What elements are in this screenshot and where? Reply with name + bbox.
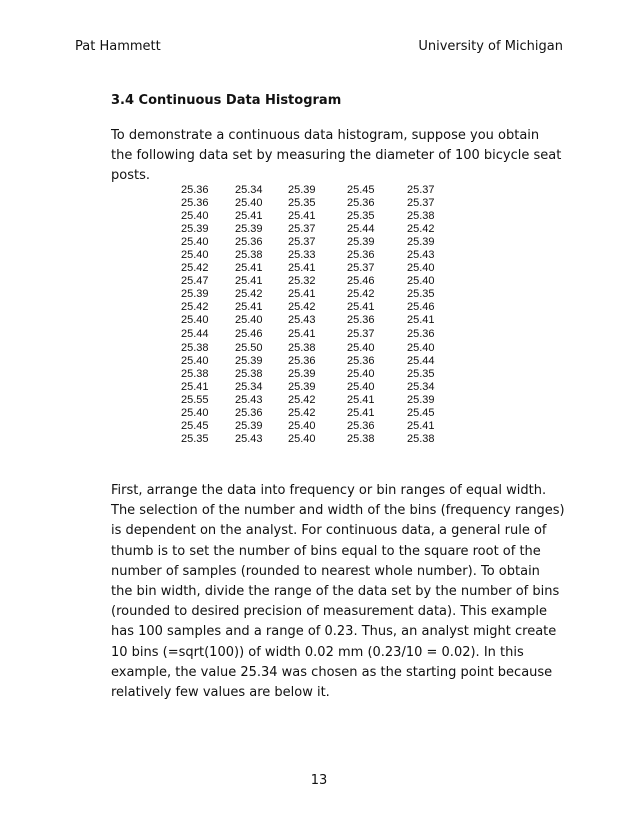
table-cell: 25.41 xyxy=(235,301,263,313)
table-cell: 25.39 xyxy=(407,394,435,406)
table-cell: 25.41 xyxy=(288,288,316,300)
table-cell: 25.40 xyxy=(181,249,209,261)
table-row xyxy=(181,381,447,394)
table-cell: 25.40 xyxy=(407,275,435,287)
table-row xyxy=(181,249,447,262)
table-cell: 25.45 xyxy=(407,407,435,419)
table-cell: 25.43 xyxy=(407,249,435,261)
table-cell: 25.37 xyxy=(347,328,375,340)
table-cell: 25.36 xyxy=(288,355,316,367)
table-row xyxy=(181,314,447,327)
table-cell: 25.38 xyxy=(235,249,263,261)
data-table-body xyxy=(181,184,447,446)
table-cell: 25.37 xyxy=(288,236,316,248)
table-cell: 25.39 xyxy=(288,368,316,380)
table-cell: 25.41 xyxy=(288,262,316,274)
table-cell: 25.42 xyxy=(288,394,316,406)
table-cell: 25.38 xyxy=(347,433,375,445)
table-cell: 25.39 xyxy=(235,223,263,235)
body-paragraph: First, arrange the data into frequency or bin ranges of equal width. The selection of the number and width of the bins (frequency ranges) is dependent on the analyst. For continuous data, a general rule of thumb is to set the number of bins equal to the square root of the number of samples (rounded to nearest whole number). To obtain the bin width, divide the range of the data set by the number of bins (rounded to desired precision of measurement data). This example has 100 samples and a range of 0.23. Thus, an analyst might create 10 bins (=sqrt(100)) of width 0.02 mm (0.23/10 = 0.02). In this example, the value 25.34 was chosen as the starting point because relatively few values are below it. xyxy=(111,483,565,701)
table-cell: 25.34 xyxy=(235,184,263,196)
table-cell: 25.41 xyxy=(407,420,435,432)
table-row xyxy=(181,223,447,236)
table-cell: 25.37 xyxy=(288,223,316,235)
table-row xyxy=(181,236,447,249)
table-cell: 25.40 xyxy=(347,381,375,393)
table-row xyxy=(181,433,447,446)
table-row xyxy=(181,355,447,368)
table-cell: 25.47 xyxy=(181,275,209,287)
table-cell: 25.41 xyxy=(288,328,316,340)
table-row xyxy=(181,210,447,223)
table-cell: 25.36 xyxy=(407,328,435,340)
table-cell: 25.41 xyxy=(181,381,209,393)
table-cell: 25.39 xyxy=(407,236,435,248)
table-cell: 25.41 xyxy=(235,210,263,222)
table-cell: 25.42 xyxy=(235,288,263,300)
table-row xyxy=(181,301,447,314)
table-cell: 25.38 xyxy=(407,433,435,445)
table-cell: 25.35 xyxy=(347,210,375,222)
table-cell: 25.42 xyxy=(288,301,316,313)
table-cell: 25.41 xyxy=(347,301,375,313)
table-cell: 25.40 xyxy=(288,420,316,432)
table-cell: 25.39 xyxy=(347,236,375,248)
table-cell: 25.36 xyxy=(235,236,263,248)
table-row xyxy=(181,327,447,341)
table-cell: 25.40 xyxy=(181,236,209,248)
table-cell: 25.40 xyxy=(181,355,209,367)
table-cell: 25.41 xyxy=(407,314,435,326)
table-cell: 25.41 xyxy=(235,262,263,274)
table-cell: 25.38 xyxy=(235,368,263,380)
table-cell: 25.45 xyxy=(347,184,375,196)
table-cell: 25.42 xyxy=(347,288,375,300)
table-cell: 25.42 xyxy=(407,223,435,235)
table-cell: 25.36 xyxy=(347,314,375,326)
table-row xyxy=(181,184,447,197)
table-cell: 25.55 xyxy=(181,394,209,406)
table-cell: 25.43 xyxy=(235,433,263,445)
table-row xyxy=(181,420,447,433)
table-cell: 25.46 xyxy=(235,328,263,340)
table-cell: 25.40 xyxy=(407,342,435,354)
table-cell: 25.42 xyxy=(181,262,209,274)
table-cell: 25.36 xyxy=(347,355,375,367)
section-heading: 3.4 Continuous Data Histogram xyxy=(111,93,342,108)
table-row xyxy=(181,341,447,355)
intro-paragraph: To demonstrate a continuous data histogram, suppose you obtain the following data set by measuring the diameter of 100 bicycle seat posts. xyxy=(111,128,562,183)
table-cell: 25.38 xyxy=(181,368,209,380)
table-cell: 25.32 xyxy=(288,275,316,287)
table-cell: 25.40 xyxy=(181,210,209,222)
header-institution: University of Michigan xyxy=(418,39,563,54)
table-cell: 25.40 xyxy=(288,433,316,445)
table-row xyxy=(181,394,447,407)
table-cell: 25.46 xyxy=(407,301,435,313)
table-cell: 25.39 xyxy=(235,355,263,367)
table-cell: 25.36 xyxy=(347,197,375,209)
table-cell: 25.40 xyxy=(407,262,435,274)
table-cell: 25.40 xyxy=(235,314,263,326)
table-cell: 25.35 xyxy=(181,433,209,445)
table-cell: 25.43 xyxy=(288,314,316,326)
table-row xyxy=(181,275,447,288)
table-cell: 25.50 xyxy=(235,342,263,354)
table-cell: 25.42 xyxy=(288,407,316,419)
table-cell: 25.46 xyxy=(347,275,375,287)
table-row xyxy=(181,288,447,301)
table-cell: 25.36 xyxy=(181,197,209,209)
table-cell: 25.35 xyxy=(407,288,435,300)
table-cell: 25.40 xyxy=(235,197,263,209)
table-cell: 25.41 xyxy=(235,275,263,287)
table-cell: 25.35 xyxy=(407,368,435,380)
table-cell: 25.41 xyxy=(347,407,375,419)
table-cell: 25.39 xyxy=(181,223,209,235)
table-row xyxy=(181,407,447,420)
table-cell: 25.44 xyxy=(181,328,209,340)
table-cell: 25.38 xyxy=(407,210,435,222)
table-cell: 25.41 xyxy=(288,210,316,222)
table-cell: 25.40 xyxy=(347,342,375,354)
table-row xyxy=(181,197,447,210)
table-cell: 25.37 xyxy=(407,184,435,196)
table-cell: 25.39 xyxy=(235,420,263,432)
table-cell: 25.43 xyxy=(235,394,263,406)
table-cell: 25.36 xyxy=(181,184,209,196)
table-cell: 25.41 xyxy=(347,394,375,406)
table-cell: 25.36 xyxy=(347,420,375,432)
page-number: 13 xyxy=(310,773,328,788)
header-author: Pat Hammett xyxy=(75,39,161,54)
table-cell: 25.34 xyxy=(407,381,435,393)
table-cell: 25.40 xyxy=(181,407,209,419)
table-cell: 25.36 xyxy=(347,249,375,261)
table-cell: 25.34 xyxy=(235,381,263,393)
table-cell: 25.36 xyxy=(235,407,263,419)
table-cell: 25.44 xyxy=(407,355,435,367)
table-cell: 25.35 xyxy=(288,197,316,209)
data-table xyxy=(181,184,447,446)
table-cell: 25.45 xyxy=(181,420,209,432)
table-cell: 25.37 xyxy=(347,262,375,274)
table-cell: 25.33 xyxy=(288,249,316,261)
table-cell: 25.42 xyxy=(181,301,209,313)
table-cell: 25.40 xyxy=(347,368,375,380)
table-cell: 25.39 xyxy=(181,288,209,300)
table-cell: 25.38 xyxy=(288,342,316,354)
table-row xyxy=(181,262,447,275)
table-row xyxy=(181,368,447,381)
table-cell: 25.39 xyxy=(288,184,316,196)
table-cell: 25.37 xyxy=(407,197,435,209)
table-cell: 25.39 xyxy=(288,381,316,393)
table-cell: 25.38 xyxy=(181,342,209,354)
table-cell: 25.44 xyxy=(347,223,375,235)
table-cell: 25.40 xyxy=(181,314,209,326)
